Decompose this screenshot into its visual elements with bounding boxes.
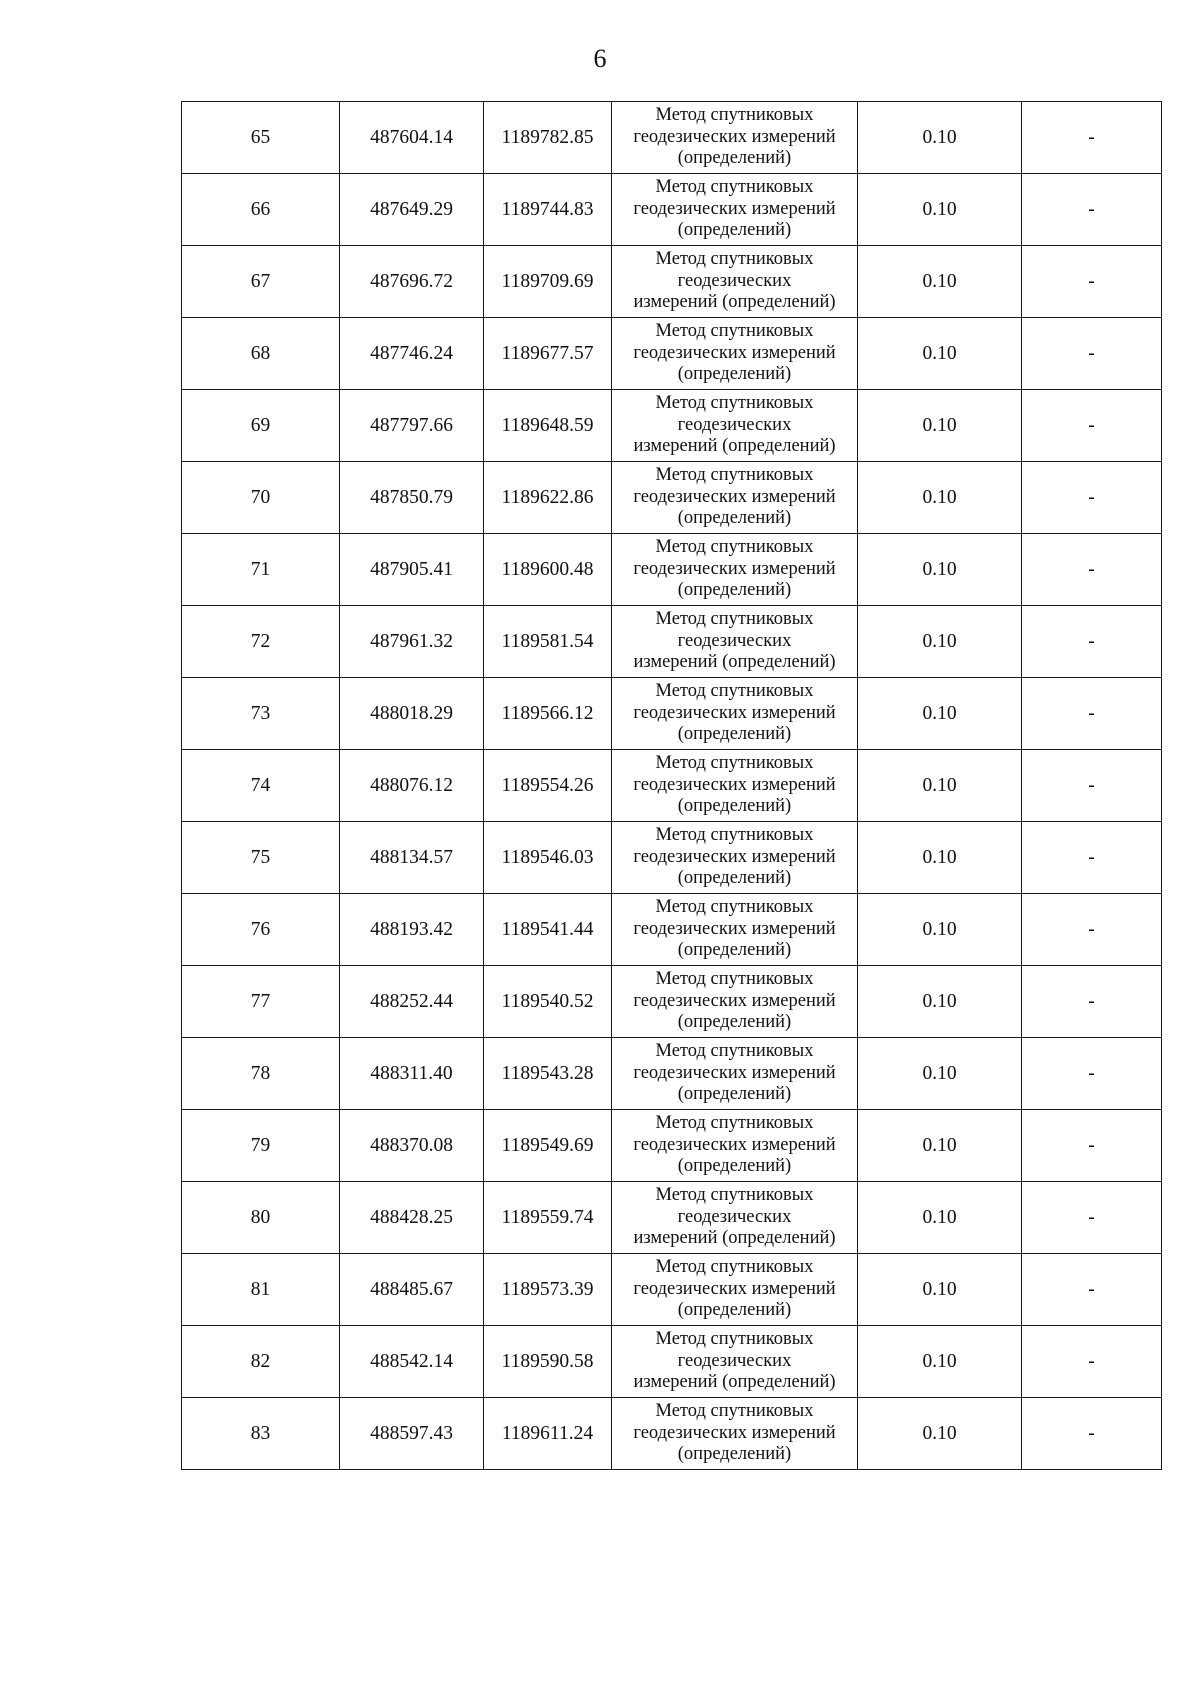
accuracy-cell: 0.10	[858, 1326, 1022, 1398]
method-cell	[612, 822, 858, 894]
method-cell	[612, 1326, 858, 1398]
x-coordinate-cell: 488018.29	[340, 678, 484, 750]
dash-cell: -	[1022, 678, 1162, 750]
accuracy-cell: 0.10	[858, 462, 1022, 534]
accuracy-cell: 0.10	[858, 102, 1022, 174]
x-coordinate-cell: 488542.14	[340, 1326, 484, 1398]
method-text-line: (определений)	[677, 1300, 792, 1321]
method-text-line: геодезических	[677, 630, 792, 651]
y-coordinate-cell: 1189744.83	[484, 174, 612, 246]
point-number-cell: 67	[182, 246, 340, 318]
method-text-line: Метод спутниковых	[655, 1113, 814, 1134]
method-text-line: Метод спутниковых	[655, 969, 814, 990]
table-row	[182, 606, 1162, 678]
method-cell	[612, 966, 858, 1038]
x-coordinate-cell: 487961.32	[340, 606, 484, 678]
y-coordinate-cell: 1189782.85	[484, 102, 612, 174]
point-number-cell: 77	[182, 966, 340, 1038]
point-number-cell: 80	[182, 1182, 340, 1254]
method-text-line: Метод спутниковых	[655, 249, 814, 270]
method-cell	[612, 318, 858, 390]
table-row	[182, 390, 1162, 462]
accuracy-cell: 0.10	[858, 1038, 1022, 1110]
x-coordinate-cell: 488134.57	[340, 822, 484, 894]
method-text-line: геодезических измерений	[633, 198, 836, 219]
dash-cell: -	[1022, 318, 1162, 390]
method-text-line: геодезических измерений	[633, 1278, 836, 1299]
dash-cell: -	[1022, 966, 1162, 1038]
method-text-line: (определений)	[677, 580, 792, 601]
dash-cell: -	[1022, 750, 1162, 822]
accuracy-cell: 0.10	[858, 966, 1022, 1038]
table-row	[182, 894, 1162, 966]
y-coordinate-cell: 1189559.74	[484, 1182, 612, 1254]
dash-cell: -	[1022, 534, 1162, 606]
method-text-line: Метод спутниковых	[655, 609, 814, 630]
y-coordinate-cell: 1189573.39	[484, 1254, 612, 1326]
table-row	[182, 1110, 1162, 1182]
method-text-line: геодезических	[677, 414, 792, 435]
dash-cell: -	[1022, 390, 1162, 462]
point-number-cell: 70	[182, 462, 340, 534]
point-number-cell: 71	[182, 534, 340, 606]
page-number: 6	[593, 44, 607, 73]
dash-cell: -	[1022, 1182, 1162, 1254]
method-text-line: Метод спутниковых	[655, 753, 814, 774]
dash-cell: -	[1022, 1038, 1162, 1110]
method-cell	[612, 1254, 858, 1326]
y-coordinate-cell: 1189677.57	[484, 318, 612, 390]
method-text-line: Метод спутниковых	[655, 1329, 814, 1350]
method-text-line: геодезических измерений	[633, 990, 836, 1011]
method-text-line: геодезических измерений	[633, 486, 836, 507]
y-coordinate-cell: 1189648.59	[484, 390, 612, 462]
y-coordinate-cell: 1189590.58	[484, 1326, 612, 1398]
x-coordinate-cell: 487746.24	[340, 318, 484, 390]
method-text-line: Метод спутниковых	[655, 825, 814, 846]
dash-cell: -	[1022, 462, 1162, 534]
dash-cell: -	[1022, 1326, 1162, 1398]
y-coordinate-cell: 1189541.44	[484, 894, 612, 966]
method-text-line: (определений)	[677, 724, 792, 745]
method-cell	[612, 678, 858, 750]
method-text-line: (определений)	[677, 1012, 792, 1033]
y-coordinate-cell: 1189566.12	[484, 678, 612, 750]
method-text-line: (определений)	[677, 1084, 792, 1105]
table-row	[182, 678, 1162, 750]
y-coordinate-cell: 1189549.69	[484, 1110, 612, 1182]
x-coordinate-cell: 487696.72	[340, 246, 484, 318]
dash-cell: -	[1022, 1110, 1162, 1182]
method-text-line: геодезических	[677, 1350, 792, 1371]
point-number-cell: 69	[182, 390, 340, 462]
table-row	[182, 246, 1162, 318]
method-text-line: (определений)	[677, 1444, 792, 1465]
method-text-line: измерений (определений)	[633, 652, 836, 673]
method-cell	[612, 1398, 858, 1470]
method-text-line: геодезических измерений	[633, 126, 836, 147]
point-number-cell: 83	[182, 1398, 340, 1470]
accuracy-cell: 0.10	[858, 1182, 1022, 1254]
accuracy-cell: 0.10	[858, 246, 1022, 318]
point-number-cell: 73	[182, 678, 340, 750]
method-text-line: (определений)	[677, 148, 792, 169]
method-cell	[612, 102, 858, 174]
x-coordinate-cell: 487649.29	[340, 174, 484, 246]
method-text-line: (определений)	[677, 868, 792, 889]
method-text-line: измерений (определений)	[633, 292, 836, 313]
method-text-line: измерений (определений)	[633, 1228, 836, 1249]
table-row	[182, 1254, 1162, 1326]
method-text-line: геодезических измерений	[633, 342, 836, 363]
dash-cell: -	[1022, 174, 1162, 246]
accuracy-cell: 0.10	[858, 1398, 1022, 1470]
accuracy-cell: 0.10	[858, 390, 1022, 462]
x-coordinate-cell: 488076.12	[340, 750, 484, 822]
method-cell	[612, 1182, 858, 1254]
method-text-line: геодезических	[677, 1206, 792, 1227]
accuracy-cell: 0.10	[858, 1254, 1022, 1326]
x-coordinate-cell: 488252.44	[340, 966, 484, 1038]
method-text-line: Метод спутниковых	[655, 897, 814, 918]
method-text-line: Метод спутниковых	[655, 1257, 814, 1278]
method-text-line: геодезических измерений	[633, 1422, 836, 1443]
y-coordinate-cell: 1189611.24	[484, 1398, 612, 1470]
method-text-line: Метод спутниковых	[655, 1041, 814, 1062]
accuracy-cell: 0.10	[858, 318, 1022, 390]
method-text-line: геодезических измерений	[633, 774, 836, 795]
dash-cell: -	[1022, 1398, 1162, 1470]
method-text-line: геодезических измерений	[633, 1134, 836, 1155]
method-cell	[612, 390, 858, 462]
point-number-cell: 82	[182, 1326, 340, 1398]
method-cell	[612, 246, 858, 318]
method-text-line: Метод спутниковых	[655, 1401, 814, 1422]
dash-cell: -	[1022, 606, 1162, 678]
method-cell	[612, 606, 858, 678]
table-row	[182, 318, 1162, 390]
y-coordinate-cell: 1189540.52	[484, 966, 612, 1038]
y-coordinate-cell: 1189622.86	[484, 462, 612, 534]
method-text-line: Метод спутниковых	[655, 465, 814, 486]
method-cell	[612, 462, 858, 534]
method-text-line: (определений)	[677, 796, 792, 817]
point-number-cell: 66	[182, 174, 340, 246]
accuracy-cell: 0.10	[858, 678, 1022, 750]
method-cell	[612, 750, 858, 822]
x-coordinate-cell: 487850.79	[340, 462, 484, 534]
table-row	[182, 1326, 1162, 1398]
method-cell	[612, 894, 858, 966]
method-text-line: геодезических измерений	[633, 918, 836, 939]
x-coordinate-cell: 487797.66	[340, 390, 484, 462]
accuracy-cell: 0.10	[858, 822, 1022, 894]
table-row	[182, 822, 1162, 894]
accuracy-cell: 0.10	[858, 534, 1022, 606]
dash-cell: -	[1022, 894, 1162, 966]
x-coordinate-cell: 488311.40	[340, 1038, 484, 1110]
y-coordinate-cell: 1189546.03	[484, 822, 612, 894]
method-text-line: (определений)	[677, 1156, 792, 1177]
method-text-line: Метод спутниковых	[655, 321, 814, 342]
method-cell	[612, 174, 858, 246]
y-coordinate-cell: 1189543.28	[484, 1038, 612, 1110]
method-text-line: измерений (определений)	[633, 1372, 836, 1393]
method-text-line: (определений)	[677, 940, 792, 961]
coordinates-table-body	[182, 102, 1162, 1470]
x-coordinate-cell: 488428.25	[340, 1182, 484, 1254]
method-text-line: Метод спутниковых	[655, 177, 814, 198]
y-coordinate-cell: 1189581.54	[484, 606, 612, 678]
method-text-line: Метод спутниковых	[655, 1185, 814, 1206]
method-cell	[612, 1038, 858, 1110]
dash-cell: -	[1022, 246, 1162, 318]
method-text-line: геодезических измерений	[633, 558, 836, 579]
accuracy-cell: 0.10	[858, 1110, 1022, 1182]
table-row	[182, 1038, 1162, 1110]
y-coordinate-cell: 1189554.26	[484, 750, 612, 822]
coordinates-table	[181, 101, 1162, 1470]
point-number-cell: 75	[182, 822, 340, 894]
point-number-cell: 78	[182, 1038, 340, 1110]
x-coordinate-cell: 488597.43	[340, 1398, 484, 1470]
point-number-cell: 68	[182, 318, 340, 390]
method-text-line: Метод спутниковых	[655, 681, 814, 702]
point-number-cell: 76	[182, 894, 340, 966]
accuracy-cell: 0.10	[858, 894, 1022, 966]
point-number-cell: 81	[182, 1254, 340, 1326]
accuracy-cell: 0.10	[858, 174, 1022, 246]
method-cell	[612, 1110, 858, 1182]
table-row	[182, 1182, 1162, 1254]
method-text-line: геодезических измерений	[633, 702, 836, 723]
point-number-cell: 79	[182, 1110, 340, 1182]
x-coordinate-cell: 487604.14	[340, 102, 484, 174]
y-coordinate-cell: 1189709.69	[484, 246, 612, 318]
method-text-line: измерений (определений)	[633, 436, 836, 457]
table-row	[182, 1398, 1162, 1470]
method-text-line: (определений)	[677, 508, 792, 529]
method-text-line: геодезических измерений	[633, 1062, 836, 1083]
method-text-line: (определений)	[677, 220, 792, 241]
point-number-cell: 65	[182, 102, 340, 174]
x-coordinate-cell: 488193.42	[340, 894, 484, 966]
table-row	[182, 102, 1162, 174]
method-text-line: Метод спутниковых	[655, 105, 814, 126]
y-coordinate-cell: 1189600.48	[484, 534, 612, 606]
dash-cell: -	[1022, 102, 1162, 174]
method-text-line: геодезических	[677, 270, 792, 291]
method-text-line: геодезических измерений	[633, 846, 836, 867]
dash-cell: -	[1022, 1254, 1162, 1326]
method-text-line: Метод спутниковых	[655, 537, 814, 558]
point-number-cell: 74	[182, 750, 340, 822]
table-row	[182, 966, 1162, 1038]
x-coordinate-cell: 487905.41	[340, 534, 484, 606]
point-number-cell: 72	[182, 606, 340, 678]
method-text-line: (определений)	[677, 364, 792, 385]
method-text-line: Метод спутниковых	[655, 393, 814, 414]
table-row	[182, 174, 1162, 246]
method-cell	[612, 534, 858, 606]
table-row	[182, 750, 1162, 822]
table-row	[182, 462, 1162, 534]
table-row	[182, 534, 1162, 606]
x-coordinate-cell: 488370.08	[340, 1110, 484, 1182]
dash-cell: -	[1022, 822, 1162, 894]
accuracy-cell: 0.10	[858, 750, 1022, 822]
x-coordinate-cell: 488485.67	[340, 1254, 484, 1326]
accuracy-cell: 0.10	[858, 606, 1022, 678]
